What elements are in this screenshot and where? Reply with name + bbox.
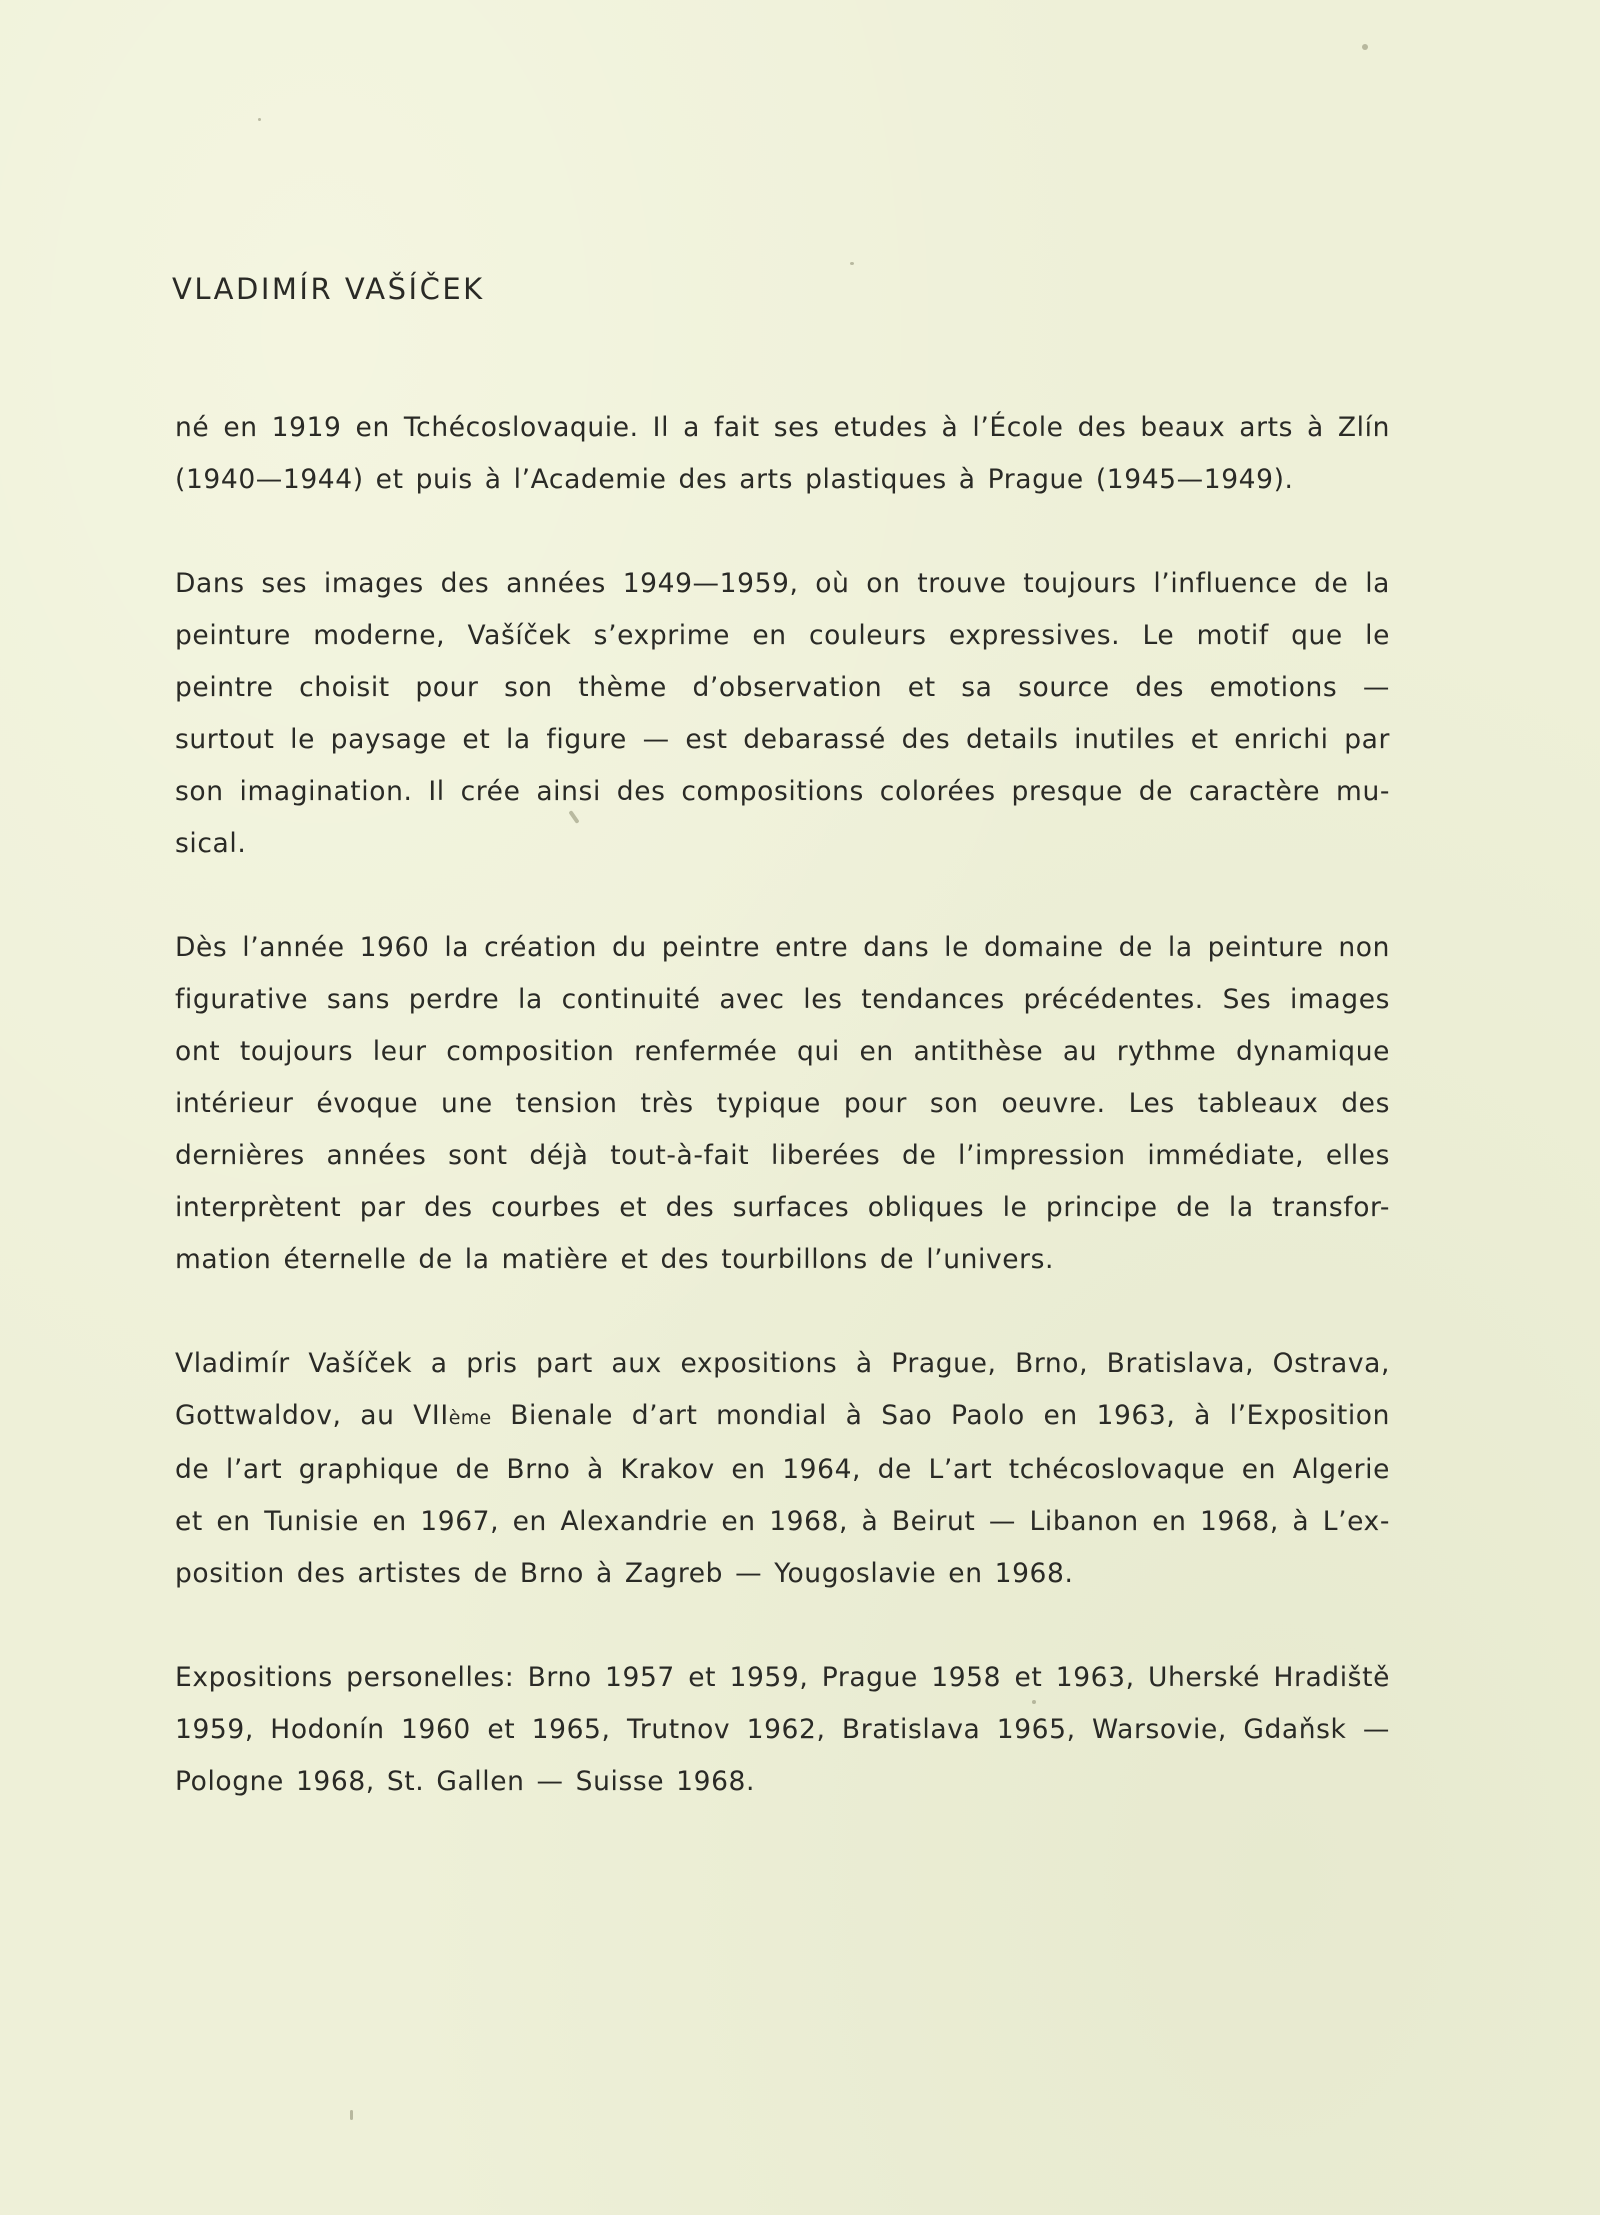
text-line: Dans ses images des années 1949—1959, où on trouve toujours l’influence de la: [175, 568, 1390, 599]
text-line: figurative sans perdre la continuité avec les tendances précédentes. Ses images: [175, 984, 1390, 1015]
paragraph-solo-exhibitions: [175, 1652, 1390, 1808]
text-line: intérieur évoque une tension très typique pour son oeuvre. Les tableaux des: [175, 1088, 1390, 1119]
ordinal-suffix: ème: [448, 1407, 492, 1429]
text-line: et en Tunisie en 1967, en Alexandrie en 1968, à Beirut — Libanon en 1968, à L’ex-: [175, 1506, 1390, 1537]
text-line: Pologne 1968, St. Gallen — Suisse 1968.: [175, 1766, 756, 1797]
paper-fleck: [850, 262, 854, 265]
text-line: Vladimír Vašíček a pris part aux expositions à Prague, Brno, Bratislava, Ostrava,: [175, 1348, 1390, 1379]
paper-fleck: [258, 118, 261, 121]
text-fragment: Gottwaldov, au VII: [175, 1400, 449, 1431]
page-title: VLADIMÍR VAŠÍČEK: [172, 272, 485, 306]
paper-fleck: [1362, 44, 1368, 50]
text-line: peinture moderne, Vašíček s’exprime en couleurs expressives. Le motif que le: [175, 620, 1390, 651]
paragraph-nonfigurative: [175, 922, 1390, 1286]
paragraph-birth-education: [175, 402, 1390, 506]
paragraph-group-exhibitions: [175, 1338, 1390, 1600]
paragraph-early-works: [175, 558, 1390, 870]
text-line: [175, 1390, 1390, 1444]
text-line: mation éternelle de la matière et des tourbillons de l’univers.: [175, 1244, 1055, 1275]
text-line: son imagination. Il crée ainsi des compositions colorées presque de caractère mu-: [175, 776, 1390, 807]
text-line: né en 1919 en Tchécoslovaquie. Il a fait ses etudes à l’École des beaux arts à Zlín: [175, 412, 1390, 443]
text-line: dernières années sont déjà tout-à-fait liberées de l’impression immédiate, elles: [175, 1140, 1390, 1171]
text-line: surtout le paysage et la figure — est debarassé des details inutiles et enrichi par: [175, 724, 1390, 755]
article-body: [175, 402, 1390, 1860]
text-line: (1940—1944) et puis à l’Academie des arts plastiques à Prague (1945—1949).: [175, 464, 1294, 495]
paper-fleck: [350, 2110, 353, 2120]
text-line: interprètent par des courbes et des surfaces obliques le principe de la transfor-: [175, 1192, 1390, 1223]
text-line: position des artistes de Brno à Zagreb — Yougoslavie en 1968.: [175, 1558, 1074, 1589]
text-line: de l’art graphique de Brno à Krakov en 1964, de L’art tchécoslovaque en Algerie: [175, 1454, 1390, 1485]
text-line: peintre choisit pour son thème d’observation et sa source des emotions —: [175, 672, 1390, 703]
text-line: sical.: [175, 828, 247, 859]
text-line: Dès l’année 1960 la création du peintre entre dans le domaine de la peinture non: [175, 932, 1390, 963]
text-line: Expositions personelles: Brno 1957 et 1959, Prague 1958 et 1963, Uherské Hradiště: [175, 1662, 1390, 1693]
text-line: 1959, Hodonín 1960 et 1965, Trutnov 1962, Bratislava 1965, Warsovie, Gdaňsk —: [175, 1714, 1390, 1745]
text-fragment: Bienale d’art mondial à Sao Paolo en 1963, à l’Exposition: [491, 1400, 1390, 1431]
text-line: ont toujours leur composition renfermée qui en antithèse au rythme dynamique: [175, 1036, 1390, 1067]
